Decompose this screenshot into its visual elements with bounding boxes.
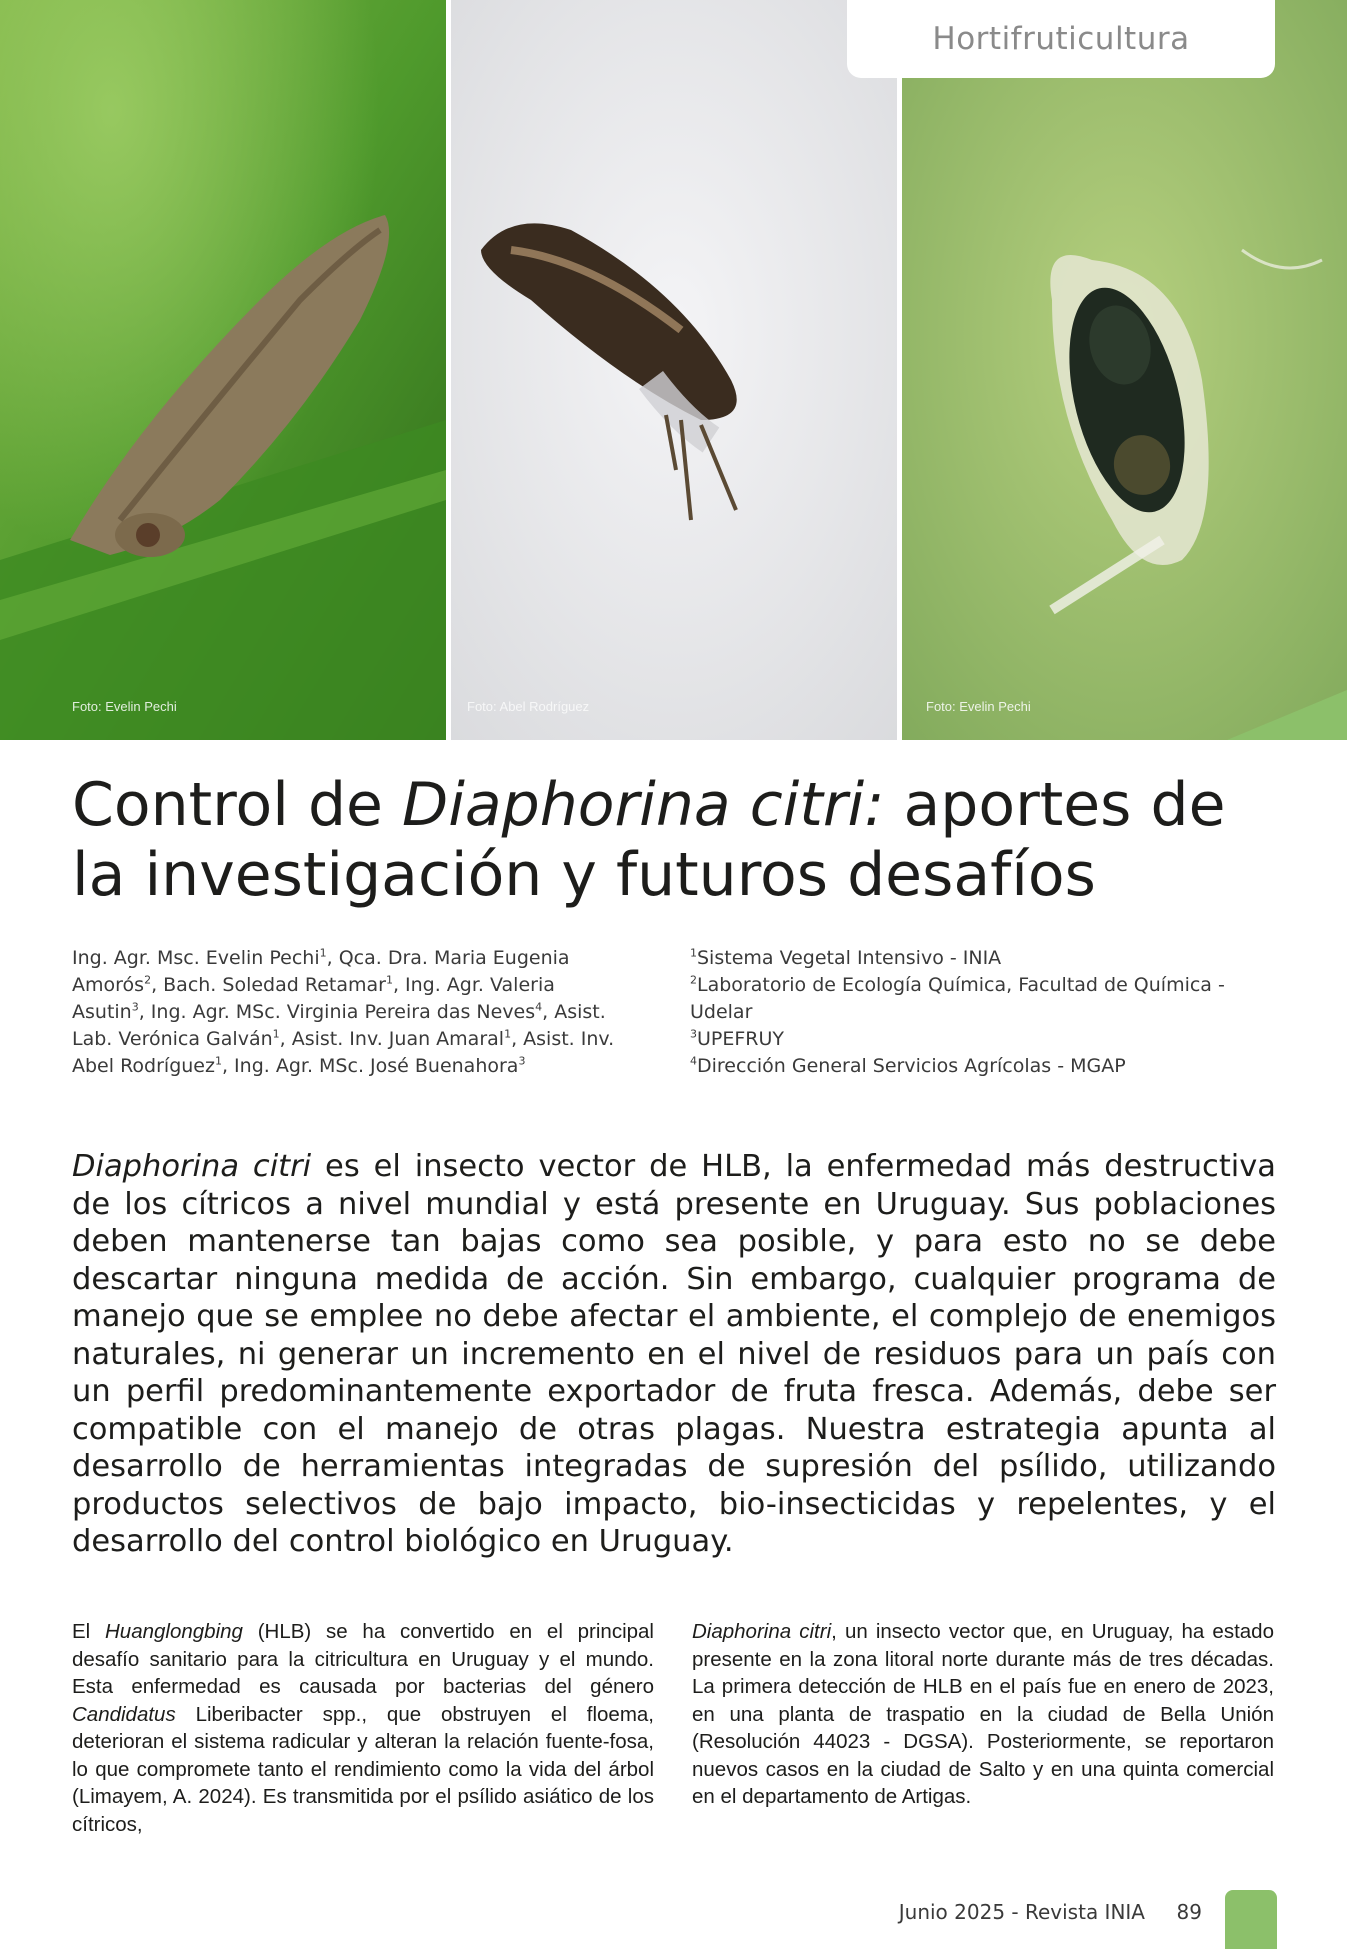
affiliation-text: UPEFRUY (697, 1028, 785, 1050)
body-text: (HLB) se ha convertido en el principal desafío sanitario para la citricultura en Uruguay y el mundo. Esta enfermedad es causada por bacterias del género (72, 1620, 654, 1698)
author-affiliation-marker: 3 (518, 1054, 526, 1068)
lead-text: es el insecto vector de HLB, la enfermedad más destructiva de los cítricos a nivel mundial y está presente en Uruguay. Sus poblaciones deben mantenerse tan bajas como sea posible, y para esto no se debe descartar ninguna medida de acción. Sin embargo, cualquier programa de manejo que se emplee no debe afectar el ambiente, el complejo de enemigos naturales, ni generar un incremento en el nivel de residuos para un país con un perfil predominantemente exportador de fruta fresca. Además, debe ser compatible con el manejo de otras plagas. Nuestra estrategia apunta al desarrollo de herramientas integradas de supresión del psílido, utilizando productos selectivos de bajo impacto, bio-insecticidas y repelentes, y el desarrollo del control biológico en Uruguay. (72, 1149, 1276, 1559)
body-italic-term: Candidatus (72, 1702, 176, 1726)
section-label: Hortifruticultura (847, 0, 1275, 78)
page-tab-accent (1225, 1890, 1277, 1949)
author: , Asist. Lab. Verónica Galván (72, 1001, 606, 1050)
author: Ing. Agr. Msc. Evelin Pechi (72, 947, 320, 969)
author-list (72, 945, 632, 1080)
affiliation-number: 1 (690, 946, 697, 960)
page-footer (860, 1892, 1280, 1932)
page-number: 89 (1176, 1900, 1202, 1924)
author: , Asist. Inv. Abel Rodríguez (72, 1028, 615, 1077)
issue-label: Junio 2025 - Revista INIA (898, 1900, 1145, 1924)
affiliation-text: Sistema Vegetal Intensivo - INIA (697, 947, 1002, 969)
lead-species-name: Diaphorina citri (72, 1149, 312, 1184)
corner-accent (1227, 690, 1347, 740)
body-text: El (72, 1620, 105, 1643)
affiliation-item (690, 972, 1290, 1026)
author-affiliation-marker: 1 (272, 1027, 280, 1041)
author-affiliation-marker: 2 (144, 973, 152, 987)
photo-strip (0, 0, 1347, 740)
author: , Asist. Inv. Juan Amaral (279, 1028, 505, 1050)
lead-paragraph (72, 1148, 1276, 1561)
affiliation-text: Dirección General Servicios Agrícolas - MGAP (697, 1055, 1126, 1077)
affiliation-text: Laboratorio de Ecología Química, Facultad de Química - Udelar (690, 974, 1225, 1023)
author: , Qca. Dra. Maria Eugenia Amorós (72, 947, 570, 996)
title-part-2: aportes de la investigación y futuros desafíos (72, 770, 1226, 910)
article-title (72, 770, 1292, 910)
affiliation-list (690, 945, 1290, 1080)
author-affiliation-marker: 4 (535, 1000, 543, 1014)
author: , Ing. Agr. MSc. José Buenahora (221, 1055, 519, 1077)
author-affiliation-marker: 1 (385, 973, 393, 987)
author-affiliation-marker: 1 (319, 946, 327, 960)
author-affiliation-marker: 3 (131, 1000, 139, 1014)
author: , Ing. Agr. Valeria Asutin (72, 974, 555, 1023)
affiliation-item (690, 1026, 1290, 1053)
photo-psyllid-nymph-on-leaf (902, 0, 1347, 740)
author: , Bach. Soledad Retamar (151, 974, 386, 996)
author-affiliation-marker: 1 (214, 1054, 222, 1068)
body-italic-term: Diaphorina citri (692, 1620, 832, 1643)
affiliation-number: 2 (690, 973, 697, 987)
photo-credit: Foto: Abel Rodríguez (467, 699, 590, 714)
photo-credit: Foto: Evelin Pechi (72, 699, 177, 714)
affiliation-item (690, 1053, 1290, 1080)
body-text: , un insecto vector que, en Uruguay, ha estado presente en la zona litoral norte durante más de tres décadas. La primera detección de HLB en el país fue en enero de 2023, en una planta de traspatio en la ciudad de Bella Unión (Resolución 44023 - DGSA). Posteriormente, se reportaron nuevos casos en la ciudad de Salto y en una quinta comercial en el departamento de Artigas. (692, 1620, 1274, 1808)
title-species-name: Diaphorina citri: (402, 770, 885, 840)
author-affiliation-marker: 1 (504, 1027, 512, 1041)
photo-psyllid-adult-on-leaf (0, 0, 446, 740)
affiliation-number: 3 (690, 1027, 697, 1041)
author: , Ing. Agr. MSc. Virginia Pereira das Neves (138, 1001, 536, 1023)
affiliation-number: 4 (690, 1054, 697, 1068)
body-italic-term: Huanglongbing (105, 1620, 243, 1643)
body-text: Liberibacter spp., que obstruyen el floema, deterioran el sistema radicular y alteran la relación fuente-fosa, lo que compromete tanto el rendimiento como la vida del árbol (Limayem, A. 2024). Es transmitida por el psílido asiático de los cítricos, (72, 1702, 654, 1836)
affiliation-item (690, 945, 1290, 972)
photo-credit: Foto: Evelin Pechi (926, 699, 1031, 714)
body-column-left (72, 1618, 654, 1838)
body-column-right (692, 1618, 1274, 1811)
title-part-1: Control de (72, 770, 403, 840)
photo-psyllid-on-white (451, 0, 897, 740)
